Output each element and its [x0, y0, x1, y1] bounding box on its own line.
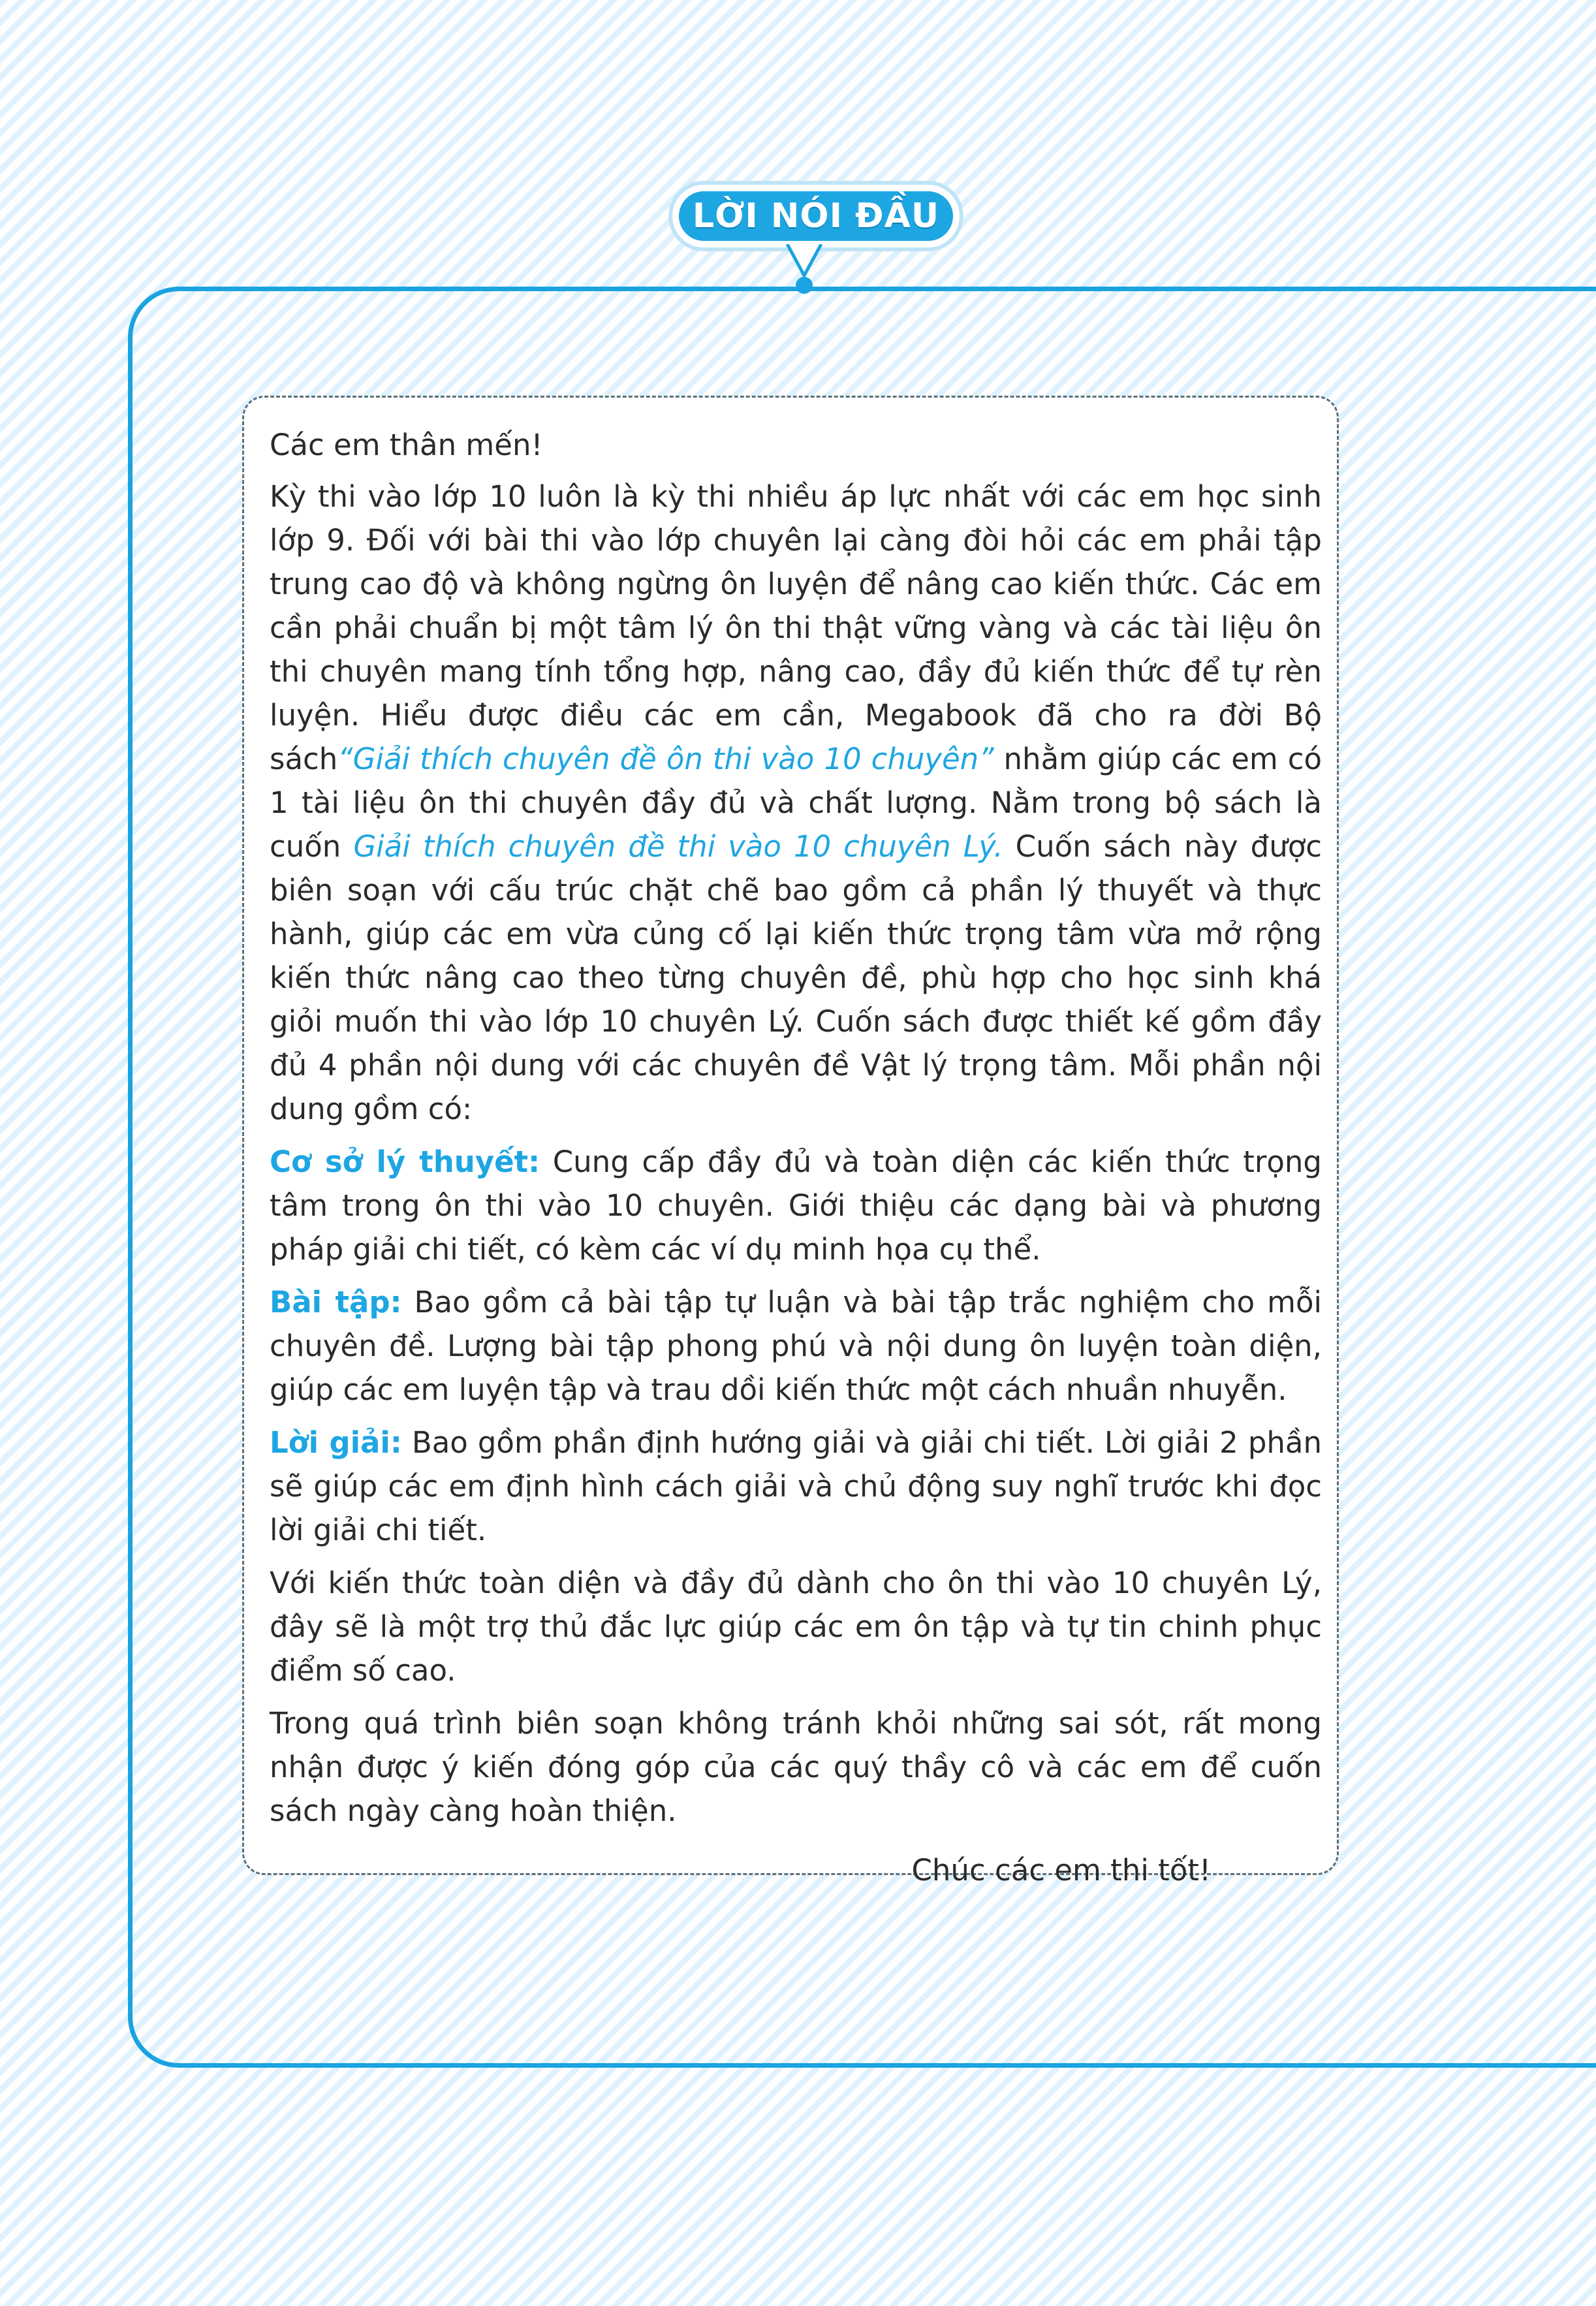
section-label: Bài tập:: [270, 1285, 402, 1319]
series-title: “Giải thích chuyên đề ôn thi vào 10 chuyên”: [337, 742, 994, 776]
closing-line: Chúc các em thi tốt!: [911, 1853, 1211, 1887]
intro-paragraph: [270, 475, 1322, 1131]
intro-part2: nhằm giúp các em có 1 tài liệu ôn thi chuyên đầy đủ và chất lượng. Nằm trong bộ sách là cuốn: [270, 742, 1322, 864]
section-exercises: [270, 1280, 1322, 1412]
title-pill-inner: [679, 191, 953, 241]
title-pointer-icon: [783, 244, 825, 296]
letter-body: [270, 423, 1322, 1921]
section-text: Bao gồm cả bài tập tự luận và bài tập trắc nghiệm cho mỗi chuyên đề. Lượng bài tập phong phú và nội dung ôn luyện toàn diện, giúp các em luyện tập và trau dồi kiến thức một cách nhuần nhuyễn.: [270, 1285, 1322, 1407]
section-text: Cung cấp đầy đủ và toàn diện các kiến thức trọng tâm trong ôn thi vào 10 chuyên. Giới thiệu các dạng bài và phương pháp giải chi tiết, có kèm các ví dụ minh họa cụ thể.: [270, 1145, 1322, 1267]
apology-paragraph: Trong quá trình biên soạn không tránh khỏi những sai sót, rất mong nhận được ý kiến đóng góp của các quý thầy cô và các em để cuốn sách ngày càng hoàn thiện.: [270, 1706, 1322, 1828]
section-solutions: [270, 1421, 1322, 1552]
page-title: LỜI NÓI ĐẦU: [692, 197, 940, 236]
title-pill: [672, 185, 960, 247]
section-text: Bao gồm phần định hướng giải và giải chi tiết. Lời giải 2 phần sẽ giúp các em định hình cách giải và chủ động suy nghĩ trước khi đọc lời giải chi tiết.: [270, 1425, 1322, 1547]
section-label: Lời giải:: [270, 1425, 402, 1460]
summary-paragraph: Với kiến thức toàn diện và đầy đủ dành cho ôn thi vào 10 chuyên Lý, đây sẽ là một trợ thủ đắc lực giúp các em ôn tập và tự tin chinh phục điểm số cao.: [270, 1566, 1322, 1688]
intro-part3: Cuốn sách này được biên soạn với cấu trúc chặt chẽ bao gồm cả phần lý thuyết và thực hành, giúp các em vừa củng cố lại kiến thức trọng tâm vừa mở rộng kiến thức nâng cao theo từng chuyên đề, phù hợp cho học sinh khá giỏi muốn thi vào lớp 10 chuyên Lý. Cuốn sách được thiết kế gồm đầy đủ 4 phần nội dung với các chuyên đề Vật lý trọng tâm. Mỗi phần nội dung gồm có:: [270, 829, 1322, 1126]
intro-part1: Kỳ thi vào lớp 10 luôn là kỳ thi nhiều áp lực nhất với các em học sinh lớp 9. Đối với bài thi vào lớp chuyên lại càng đòi hỏi các em phải tập trung cao độ và không ngừng ôn luyện để nâng cao kiến thức. Các em cần phải chuẩn bị một tâm lý ôn thi thật vững vàng và các tài liệu ôn thi chuyên mang tính tổng hợp, nâng cao, đầy đủ kiến thức để tự rèn luyện. Hiểu được điều các em cần, Megabook đã cho ra đời Bộ sách: [270, 479, 1322, 776]
section-label: Cơ sở lý thuyết:: [270, 1145, 540, 1179]
section-theory: [270, 1140, 1322, 1271]
greeting: Các em thân mến!: [270, 428, 543, 462]
title-badge: [672, 185, 960, 250]
book-title: Giải thích chuyên đề thi vào 10 chuyên Lý.: [353, 829, 1003, 864]
